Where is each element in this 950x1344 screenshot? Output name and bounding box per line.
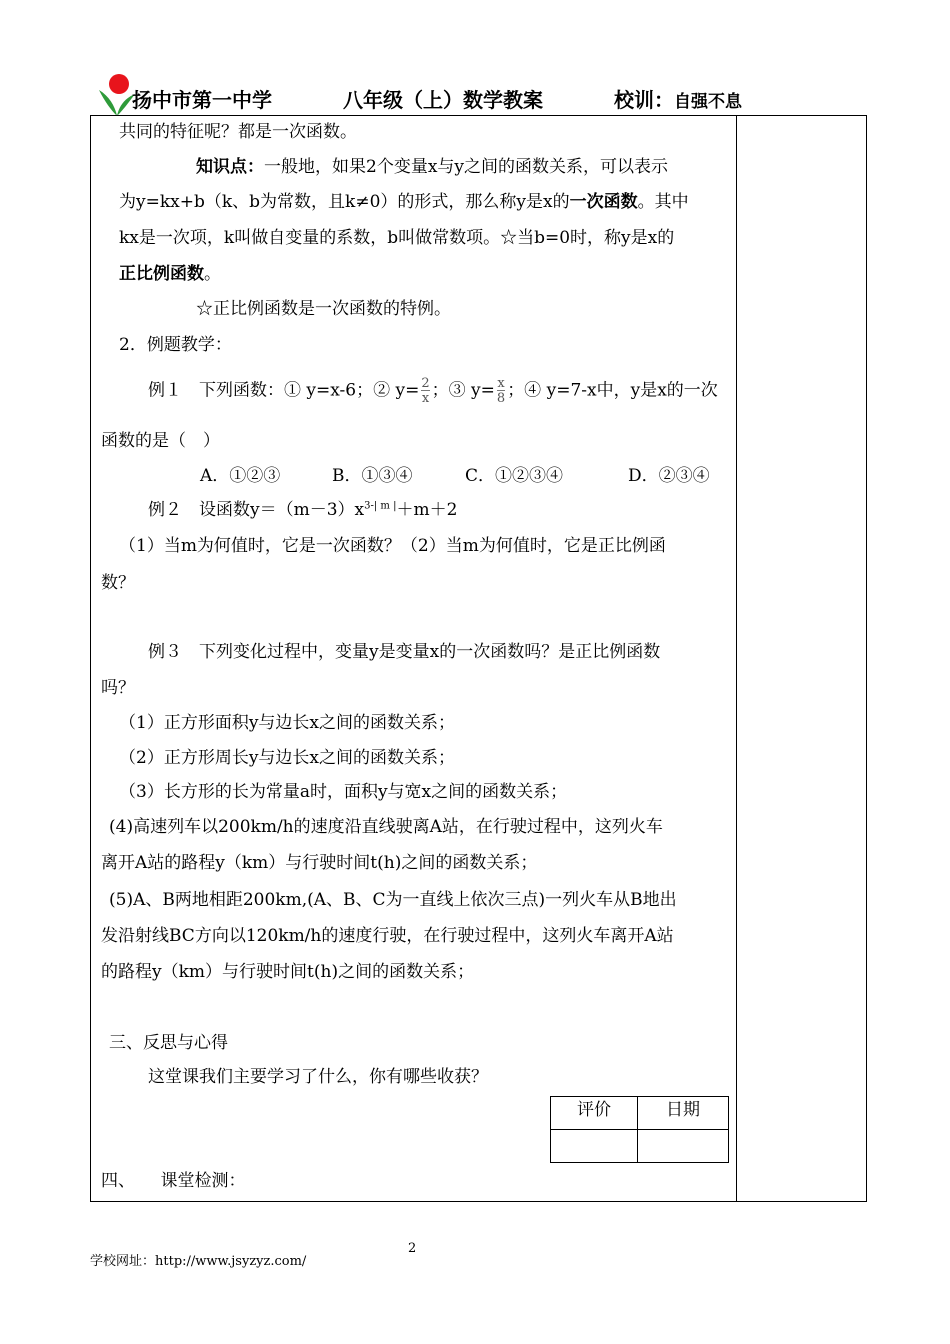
fraction: $\frac{x}{8}$	[496, 376, 506, 406]
school-motto	[614, 84, 742, 113]
school-name: 扬中市第一中学	[132, 88, 272, 112]
option-d: D．②③④	[628, 466, 710, 486]
list-item: 的路程y（km）与行驶时间t(h)之间的函数关系；	[101, 962, 475, 982]
text-line: kx是一次项，k叫做自变量的系数，b叫做常数项。☆当b=0时，称y是x的	[119, 228, 675, 248]
option-c: C．①②③④	[465, 466, 564, 486]
section-heading: 三、反思与心得	[109, 1033, 228, 1053]
school-website: 学校网址：http://www.jsyzyz.com/	[90, 1254, 307, 1269]
date-input-cell[interactable]	[638, 1130, 728, 1162]
list-item: （3）长方形的长为常量a时，面积y与宽x之间的函数关系；	[119, 782, 568, 802]
knowledge-label: 知识点：	[196, 157, 264, 177]
evaluation-input-cell[interactable]	[551, 1130, 636, 1162]
option-a: A．①②③	[200, 466, 281, 486]
example-1: 例１ 下列函数：① y=x-6；② y= $\frac{2}{x}$ ；③ y= $\frac{x}{8}$ ；④ y=7-x中，y是x的一次	[148, 376, 718, 406]
text-line: 数？	[101, 573, 135, 593]
exponent: 3-| m |	[364, 500, 397, 512]
school-logo-icon	[97, 72, 137, 118]
knowledge-point: 知识点：一般地，如果2个变量x与y之间的函数关系，可以表示	[196, 157, 669, 177]
motto-label: 校训：	[614, 88, 674, 112]
list-item: （2）正方形周长y与边长x之间的函数关系；	[119, 748, 456, 768]
example-3: 例３ 下列变化过程中，变量y是变量x的一次函数吗？是正比例函数	[148, 642, 661, 662]
option-b: B．①③④	[332, 466, 413, 486]
list-item: (4)高速列车以200km/h的速度沿直线驶离A站，在行驶过程中，这列火车	[109, 817, 663, 837]
fraction: $\frac{2}{x}$	[421, 376, 430, 406]
text-line: 这堂课我们主要学习了什么，你有哪些收获？	[148, 1067, 488, 1087]
section-heading: 四、 课堂检测：	[101, 1171, 246, 1191]
list-item: 发沿射线BC方向以120km/h的速度行驶，在行驶过程中，这列火车离开A站	[101, 926, 674, 946]
text-line: 吗？	[101, 678, 135, 698]
website-link[interactable]: http://www.jsyzyz.com/	[155, 1254, 307, 1269]
text-line: 正比例函数。	[119, 264, 221, 284]
table-divider	[736, 115, 737, 1202]
example-2: 例２ 设函数$y=(m-3)x^{3-| m |}+m+2$	[148, 500, 458, 520]
text-line: 共同的特征呢？都是一次函数。	[119, 122, 357, 142]
list-item: （1）正方形面积y与边长x之间的函数关系；	[119, 713, 456, 733]
text-line: 函数的是（ ）	[101, 431, 220, 451]
text-line: （1）当m为何值时，它是一次函数？（2）当m为何值时，它是正比例函	[119, 536, 666, 556]
text-line: 为y=kx+b（k、b为常数，且k≠0）的形式，那么称y是x的一次函数。其中	[119, 192, 689, 212]
list-item: (5)A、B两地相距200km,(A、B、C为一直线上依次三点)一列火车从B地出	[109, 890, 677, 910]
list-item: 离开A站的路程y（km）与行驶时间t(h)之间的函数关系；	[101, 853, 538, 873]
section-heading: 2．例题教学：	[119, 335, 232, 355]
motto-text: 自强不息	[674, 92, 742, 112]
lesson-subject: 八年级（上）数学教案	[343, 88, 543, 112]
text-line: ☆正比例函数是一次函数的特例。	[196, 299, 451, 319]
term-linear-function: 一次函数	[569, 192, 638, 212]
date-header: 日期	[666, 1100, 700, 1120]
page-number: 2	[408, 1241, 417, 1256]
term-proportional-function: 正比例函数	[119, 264, 204, 284]
evaluation-header: 评价	[577, 1100, 611, 1120]
